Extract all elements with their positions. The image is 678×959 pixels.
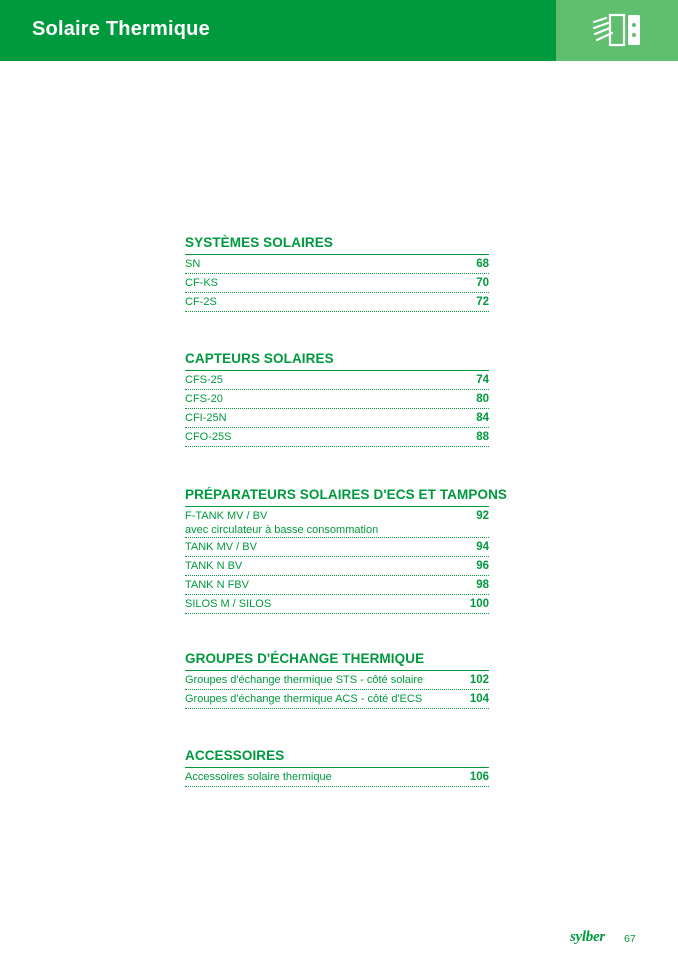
entry-title: Accessoires solaire thermique	[185, 771, 332, 783]
entry-title: Groupes d'échange thermique ACS - côté d'ECS	[185, 693, 423, 705]
entry-page-number: 68	[476, 258, 489, 270]
entry-page-number: 80	[476, 393, 489, 405]
toc-entry[interactable]	[185, 409, 489, 428]
section-title: CAPTEURS SOLAIRES	[185, 351, 334, 366]
entry-title: CF-2S	[185, 296, 217, 308]
toc-section	[185, 650, 489, 709]
solar-collector-icon	[592, 12, 644, 50]
entry-label	[185, 692, 422, 706]
entry-page-number: 74	[476, 374, 489, 386]
entry-title: CFS-20	[185, 393, 223, 405]
entry-title: CFI-25N	[185, 412, 227, 424]
entry-label	[185, 540, 257, 554]
entry-page-number: 106	[469, 771, 489, 783]
toc-entry[interactable]	[185, 293, 489, 312]
entry-label	[185, 509, 378, 537]
entry-label	[185, 673, 423, 687]
entry-title: SN	[185, 258, 201, 270]
toc-entry[interactable]	[185, 690, 489, 709]
page-title: Solaire Thermique	[32, 18, 210, 40]
toc-entry[interactable]	[185, 768, 489, 787]
toc-entry[interactable]	[185, 576, 489, 595]
table-of-contents	[185, 234, 508, 787]
entry-label	[185, 578, 249, 592]
entry-label	[185, 295, 217, 309]
entry-title: CF-KS	[185, 277, 218, 289]
page-number: 67	[624, 933, 636, 945]
toc-entry[interactable]	[185, 671, 489, 690]
entry-page-number: 94	[476, 541, 489, 553]
toc-entry[interactable]	[185, 371, 489, 390]
toc-entry[interactable]	[185, 538, 489, 557]
toc-section	[185, 350, 489, 447]
toc-entry[interactable]	[185, 390, 489, 409]
entry-title: TANK N BV	[185, 560, 243, 572]
entry-title: Groupes d'échange thermique STS - côté solaire	[185, 674, 424, 686]
toc-section	[185, 486, 508, 614]
toc-entry[interactable]	[185, 255, 489, 274]
entry-page-number: 104	[469, 693, 489, 705]
section-title: ACCESSOIRES	[185, 748, 285, 763]
entry-page-number: 102	[469, 674, 489, 686]
toc-entry[interactable]	[185, 557, 489, 576]
entry-page-number: 72	[476, 296, 489, 308]
entry-title: TANK MV / BV	[185, 541, 257, 553]
entry-page-number: 92	[476, 510, 489, 522]
entry-label	[185, 770, 332, 784]
entry-label	[185, 411, 227, 425]
entry-label	[185, 392, 223, 406]
entry-page-number: 96	[476, 560, 489, 572]
section-title: GROUPES D'ÉCHANGE THERMIQUE	[185, 651, 425, 666]
toc-section	[185, 234, 489, 312]
entry-page-number: 88	[476, 431, 489, 443]
entry-subtitle: avec circulateur à basse consommation	[185, 524, 379, 536]
section-title: PRÉPARATEURS SOLAIRES D'ECS ET TAMPONS	[185, 487, 508, 502]
entry-page-number: 100	[469, 598, 489, 610]
toc-entry[interactable]	[185, 274, 489, 293]
toc-entry[interactable]	[185, 595, 489, 614]
header-badge	[556, 0, 678, 61]
entry-label	[185, 276, 218, 290]
toc-entry[interactable]	[185, 428, 489, 447]
entry-label	[185, 373, 223, 387]
header-bar	[0, 0, 556, 61]
entry-title: CFS-25	[185, 374, 223, 386]
entry-label	[185, 430, 231, 444]
section-title: SYSTÈMES SOLAIRES	[185, 235, 333, 250]
brand-logo: sylber	[570, 929, 605, 945]
entry-title: SILOS M / SILOS	[185, 598, 272, 610]
toc-section	[185, 747, 489, 787]
entry-title: TANK N FBV	[185, 579, 249, 591]
entry-label	[185, 559, 242, 573]
entry-page-number: 70	[476, 277, 489, 289]
entry-label	[185, 597, 271, 611]
entry-title: CFO-25S	[185, 431, 232, 443]
entry-page-number: 98	[476, 579, 489, 591]
entry-page-number: 84	[476, 412, 489, 424]
entry-label	[185, 257, 200, 271]
entry-title: F-TANK MV / BV	[185, 510, 268, 522]
toc-entry[interactable]	[185, 507, 489, 538]
